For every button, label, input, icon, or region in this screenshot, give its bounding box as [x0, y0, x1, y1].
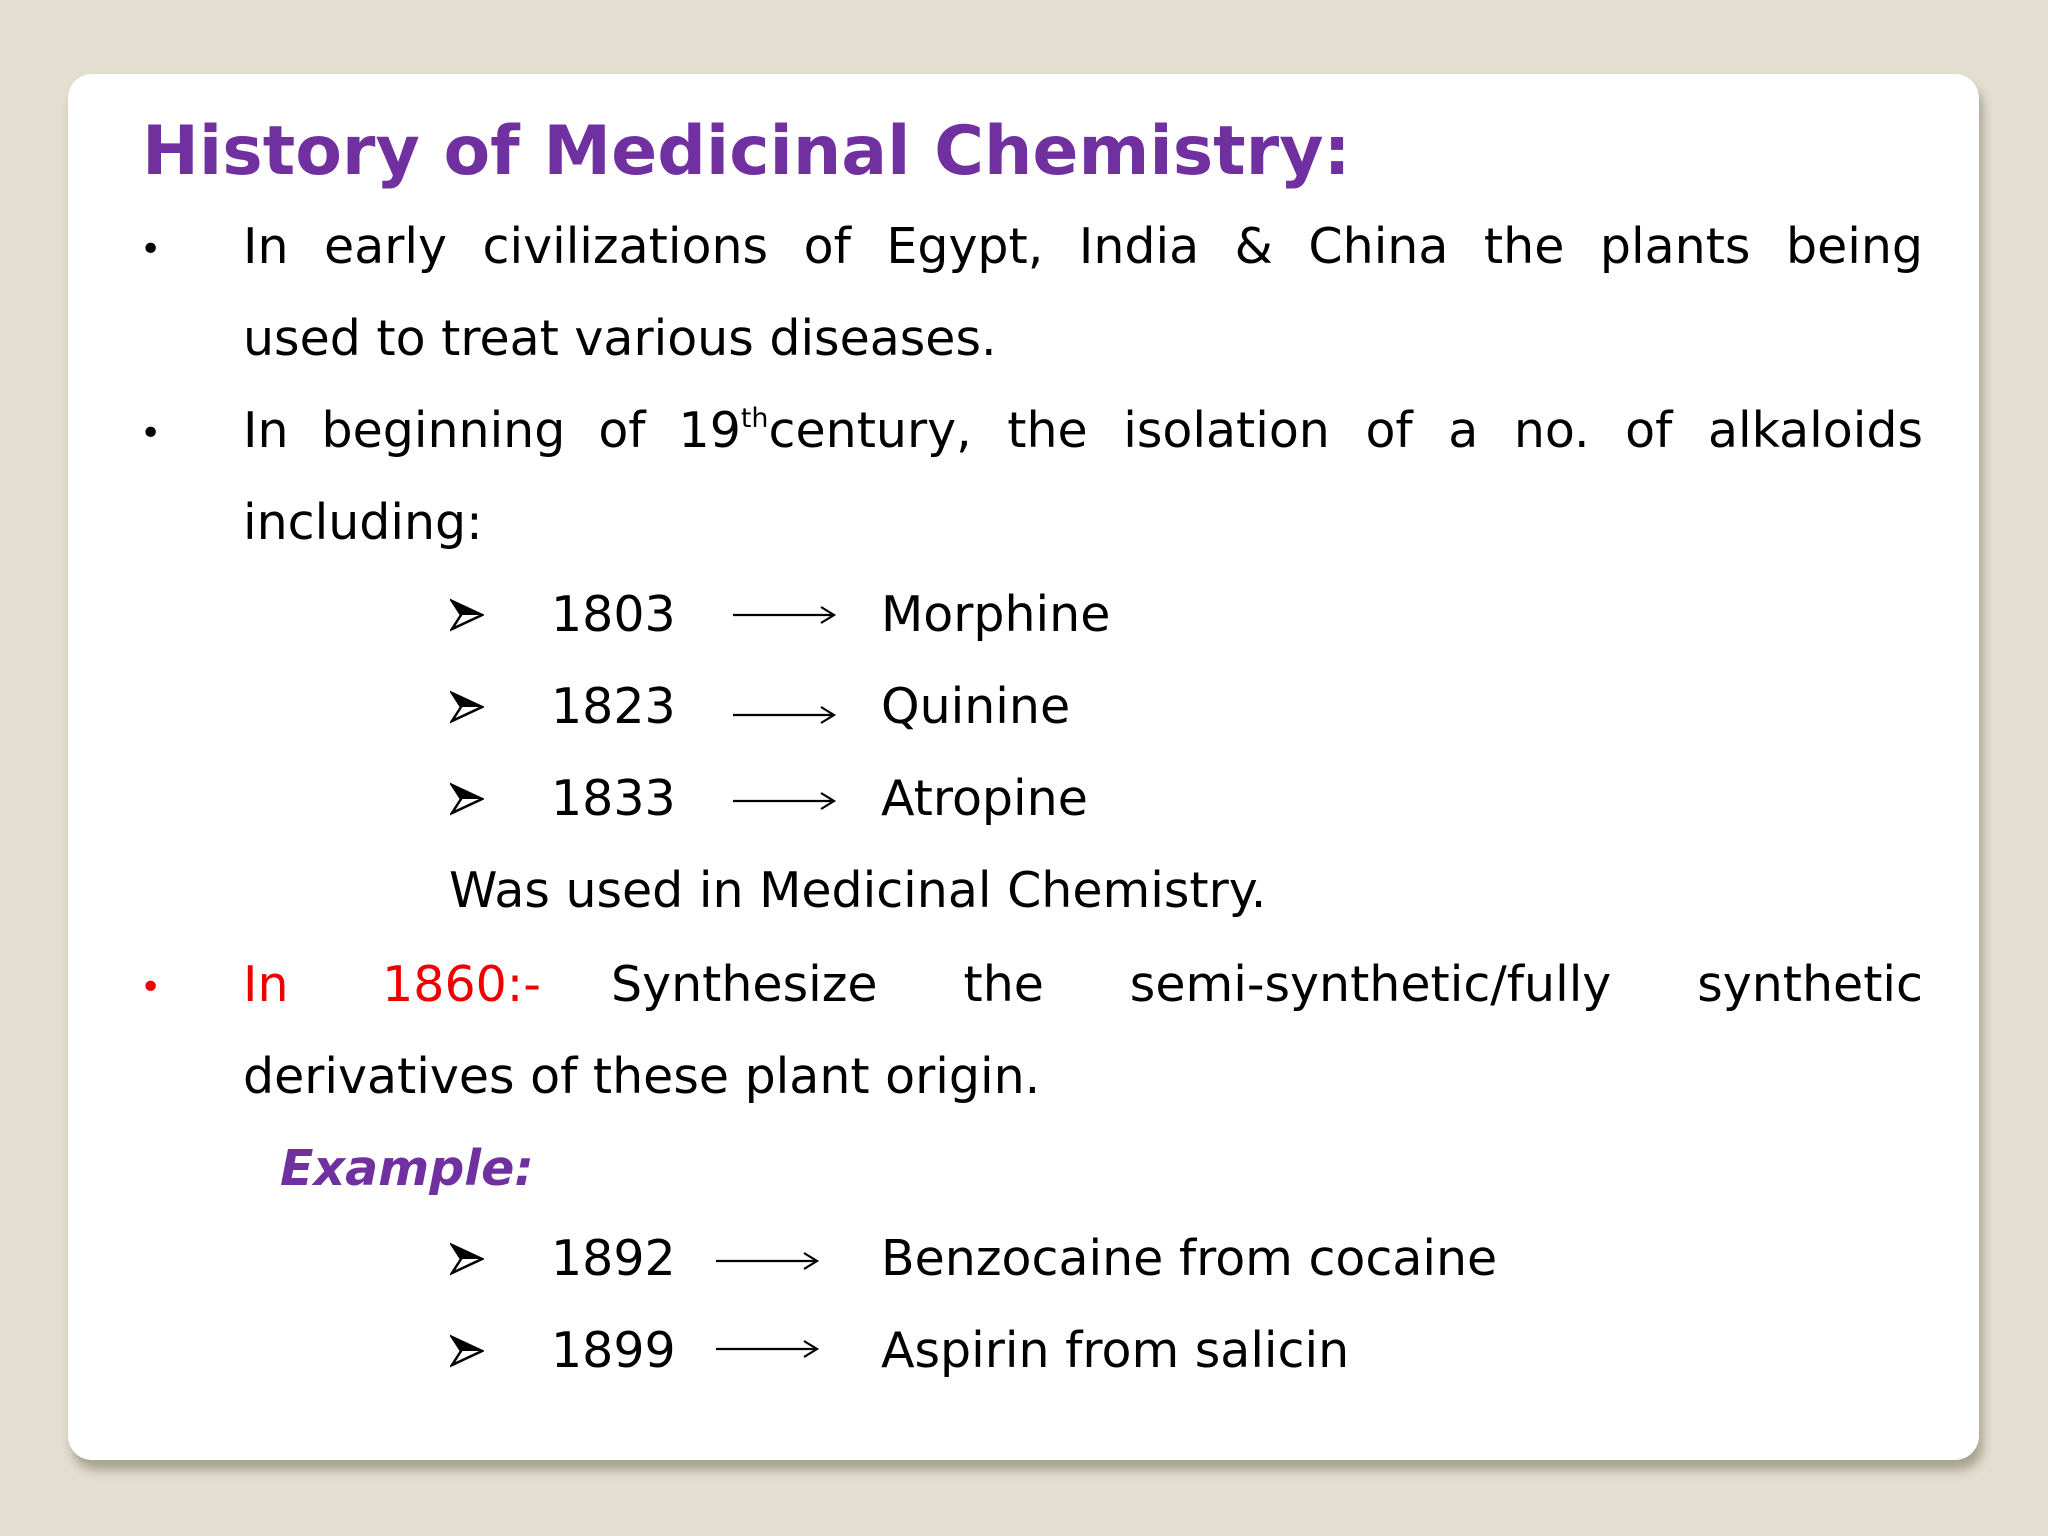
lead-year: 1860:- [382, 956, 541, 1013]
bullet-2-line-2: including: [243, 494, 483, 551]
example-year: 1899 [551, 1322, 676, 1379]
alkaloid-name: Atropine [881, 770, 1088, 827]
example-name: Aspirin from salicin [881, 1322, 1350, 1379]
alkaloids-note: Was used in Medicinal Chemistry. [449, 862, 1267, 919]
alkaloid-year: 1803 [551, 586, 676, 643]
word: the [963, 956, 1044, 1013]
word: synthetic [1697, 956, 1923, 1013]
bullet-3-rest [611, 956, 1923, 1013]
bullet-2-line-1 [243, 402, 1923, 459]
long-right-arrow-icon [716, 1338, 820, 1360]
long-right-arrow-icon [733, 704, 837, 726]
long-right-arrow-icon [733, 604, 837, 626]
bullet-dot: • [140, 229, 162, 270]
chevron-arrowhead-icon [450, 1334, 484, 1368]
alkaloid-year: 1833 [551, 770, 676, 827]
chevron-arrowhead-icon [450, 782, 484, 816]
word: semi-synthetic/fully [1129, 956, 1612, 1013]
chevron-arrowhead-icon [450, 1242, 484, 1276]
example-year: 1892 [551, 1230, 676, 1287]
bullet-dot-highlight: • [140, 967, 162, 1008]
bullet-dot: • [140, 413, 162, 454]
page-title: History of Medicinal Chemistry: [142, 112, 1351, 191]
alkaloid-name: Quinine [881, 678, 1071, 735]
example-label: Example: [280, 1140, 534, 1197]
bullet-2-text-a [243, 402, 769, 459]
word: of [598, 402, 646, 459]
chevron-arrowhead-icon [450, 598, 484, 632]
alkaloid-name: Morphine [881, 586, 1111, 643]
ordinal-number: 19 [678, 402, 741, 459]
ordinal-suffix: th [740, 402, 769, 434]
bullet-1-line-1: In early civilizations of Egypt, India & China the plants being [243, 218, 1923, 275]
bullet-3-line-1 [243, 956, 1923, 1013]
lead-word: In [243, 956, 289, 1013]
long-right-arrow-icon [716, 1250, 820, 1272]
chevron-arrowhead-icon [450, 690, 484, 724]
bullet-2-text-b: century, the isolation of a no. of alkaloids [768, 402, 1923, 459]
word: beginning [321, 402, 566, 459]
word: In [243, 402, 289, 459]
example-name: Benzocaine from cocaine [881, 1230, 1498, 1287]
alkaloid-year: 1823 [551, 678, 676, 735]
long-right-arrow-icon [733, 790, 837, 812]
ordinal [678, 402, 769, 459]
bullet-1-line-2: used to treat various diseases. [243, 310, 997, 367]
bullet-3-line-2: derivatives of these plant origin. [243, 1048, 1041, 1105]
word: Synthesize [611, 956, 878, 1013]
bullet-3-lead [243, 956, 541, 1013]
